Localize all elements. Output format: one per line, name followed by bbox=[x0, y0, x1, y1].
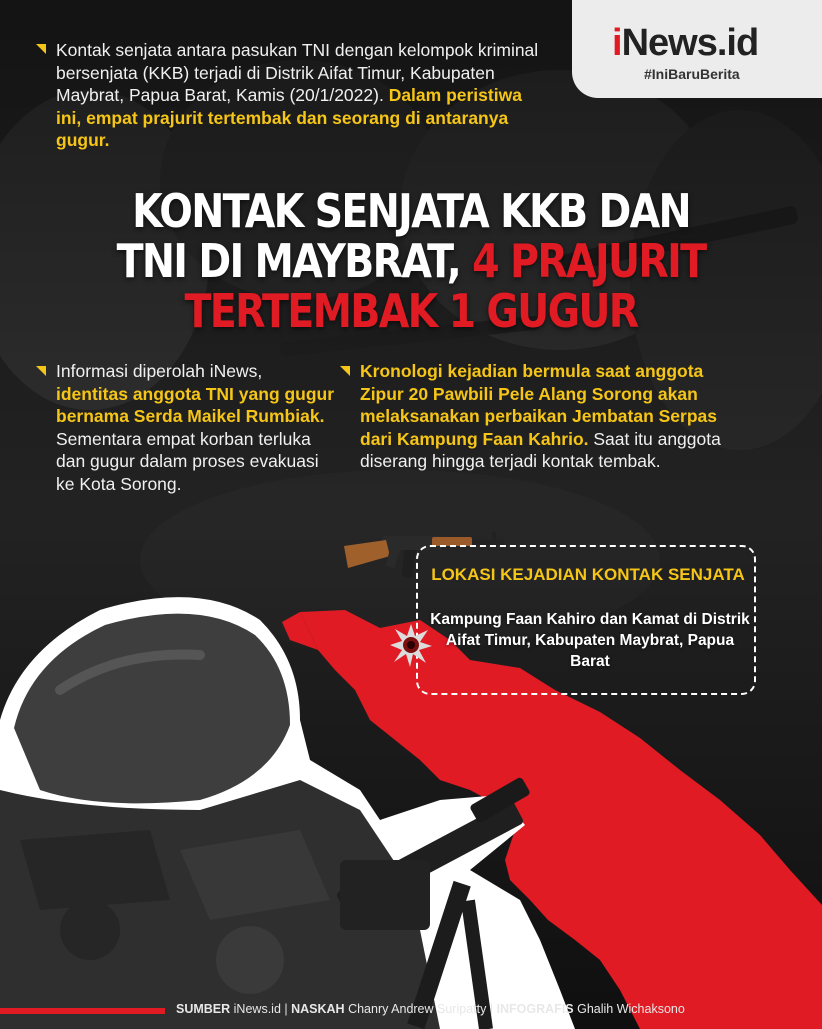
brand-logo: iNews.id bbox=[612, 22, 759, 64]
headline-line-1: KONTAK SENJATA KKB DAN bbox=[132, 184, 690, 238]
brand-logo-box bbox=[572, 0, 822, 98]
bullet-marker-icon bbox=[340, 366, 350, 376]
intro-text: Kontak senjata antara pasukan TNI dengan kelompok kriminal bersenjata (KKB) terjadi di Distrik Aifat Timur, Kabupaten Maybrat, Papua Barat, Kamis (20/1/2022). bbox=[56, 40, 539, 105]
footer-accent-bar bbox=[0, 1008, 165, 1014]
credits-text: SUMBER iNews.id | NASKAH Chanry Andrew Suripatty | INFOGRAFIS Ghalih Wichaksono bbox=[176, 1002, 685, 1016]
intro-paragraph bbox=[56, 39, 546, 152]
credits-footer bbox=[0, 1000, 822, 1022]
left-column-paragraph: Informasi diperolah iNews, identitas anggota TNI yang gugur bernama Serda Maikel Rumbiak. Sementara empat korban terluka dan gugur dalam proses evakuasi ke Kota Sorong. bbox=[56, 361, 335, 494]
intro-highlight: Dalam peristiwa ini, empat prajurit tertembak dan seorang di antaranya gugur. bbox=[56, 85, 522, 150]
bullet-marker-icon bbox=[36, 366, 46, 376]
headline-line-3: TERTEMBAK 1 GUGUR bbox=[184, 284, 638, 338]
location-description: Kampung Faan Kahiro dan Kamat di Distrik Aifat Timur, Kabupaten Maybrat, Papua Barat bbox=[430, 611, 750, 670]
location-heading: LOKASI KEJADIAN KONTAK SENJATA bbox=[431, 565, 745, 584]
brand-tagline: #IniBaruBerita bbox=[644, 66, 740, 82]
bullet-marker-icon bbox=[36, 44, 46, 54]
right-column-paragraph: Kronologi kejadian bermula saat anggota Zipur 20 Pawbili Pele Alang Sorong akan melaksanakan perbaikan Jembatan Serpas dari Kampung Faan Kahrio. Saat itu anggota diserang hingga terjadi kontak tembak. bbox=[360, 361, 721, 471]
location-callout bbox=[416, 545, 756, 695]
bullet-hole-icon bbox=[388, 622, 434, 668]
headline-line-2: TNI DI MAYBRAT, 4 PRAJURIT bbox=[116, 234, 706, 288]
